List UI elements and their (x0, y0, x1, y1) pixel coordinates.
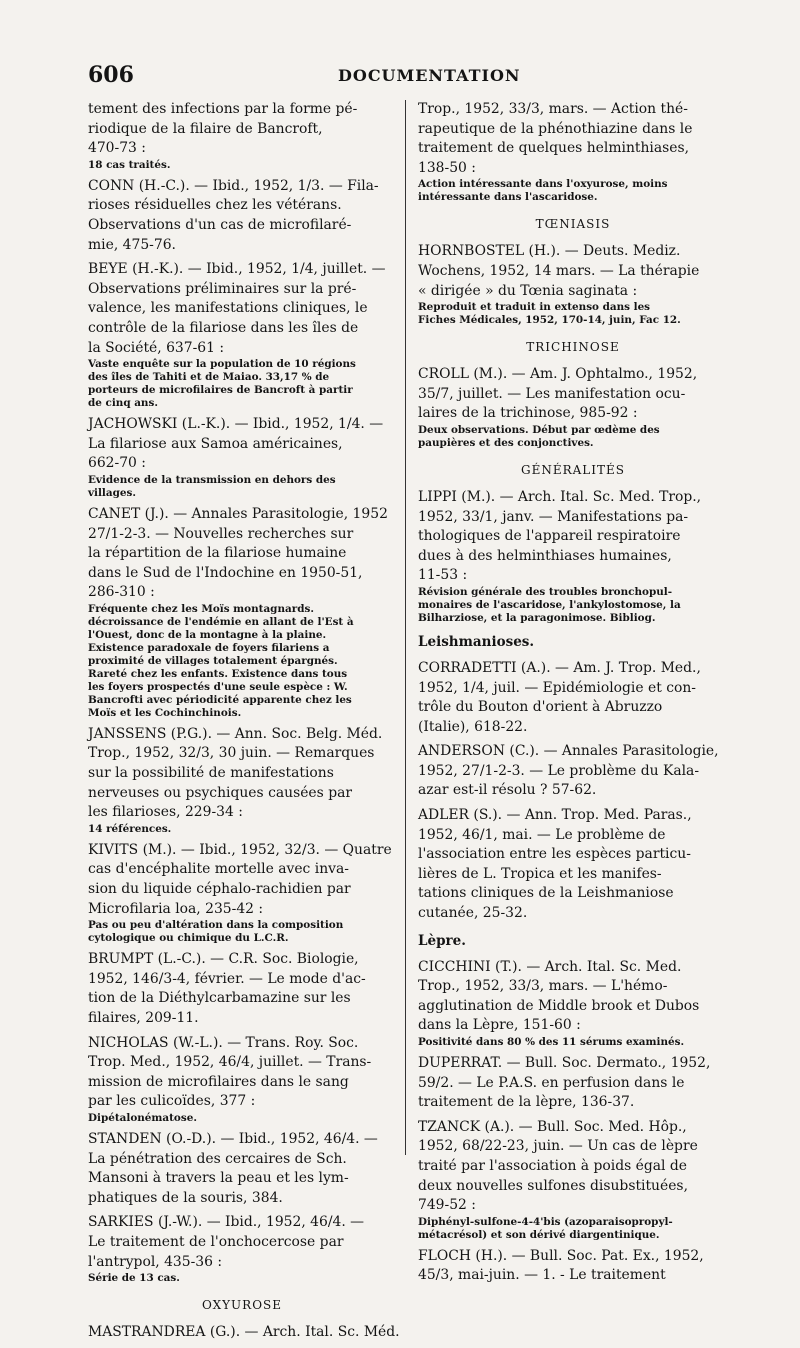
entry-line: la répartition de la filariose humaine (88, 545, 347, 562)
column-divider (405, 100, 406, 1155)
bibliography-entry (418, 958, 728, 1049)
bibliography-entry (88, 177, 396, 255)
entry-line: FLOCH (H.). — Bull. Soc. Pat. Ex., 1952, (418, 1247, 704, 1264)
entry-note: les foyers prospectés d'une seule espèce : W. (88, 680, 348, 693)
entry-note: Bilharziose, et la paragonimose. Bibliog. (418, 611, 656, 624)
entry-line: « dirigée » du Tœnia saginata : (418, 282, 638, 299)
entry-line: rapeutique de la phénothiazine dans le (418, 120, 693, 137)
entry-note: 18 cas traités. (88, 158, 171, 171)
entry-line: Mansoni à travers la peau et les lym- (88, 1170, 349, 1187)
entry-line: 35/7, juillet. — Les manifestation ocu- (418, 385, 686, 402)
entry-line: 1952, 1/4, juil. — Epidémiologie et con- (418, 679, 696, 696)
entry-line: l'antrypol, 435-36 : (88, 1253, 223, 1270)
entry-line: par les culicoïdes, 377 : (88, 1093, 256, 1110)
rubric-heading: Lèpre. (418, 932, 466, 949)
entry-line: KIVITS (M.). — Ibid., 1952, 32/3. — Quatre (88, 841, 392, 858)
entry-line: contrôle de la filariose dans les îles de (88, 319, 359, 336)
entry-line: 749-52 : (418, 1197, 476, 1214)
left-column (88, 100, 400, 1348)
entry-note: Fiches Médicales, 1952, 170-14, juin, Fac 12. (418, 314, 681, 327)
entry-line: dans le Sud de l'Indochine en 1950-51, (88, 564, 363, 581)
entry-line: mie, 475-76. (88, 236, 176, 253)
entry-line: HORNBOSTEL (H.). — Deuts. Mediz. (418, 243, 681, 260)
entry-line: ANDERSON (C.). — Annales Parasitologie, (418, 743, 719, 760)
entry-note: Diphényl-sulfone-4-4'bis (azoparaisopropyl- (418, 1215, 673, 1228)
entry-line: laires de la trichinose, 985-92 : (418, 405, 638, 422)
entry-line: 59/2. — Le P.A.S. en perfusion dans le (418, 1074, 685, 1091)
entry-note: Reproduit et traduit in extenso dans les (418, 301, 651, 314)
entry-line: 45/3, mai-juin. — 1. - Le traitement (418, 1267, 666, 1284)
entry-note: monaires de l'ascaridose, l'ankylostomose, la (418, 598, 681, 611)
entry-line: filaires, 209-11. (88, 1010, 199, 1026)
bibliography-entry (88, 950, 396, 1028)
section-heading: TRICHINOSE (526, 340, 620, 355)
entry-line: traitement de la lèpre, 136-37. (418, 1094, 635, 1111)
entry-note: Action intéressante dans l'oxyurose, moins (418, 178, 668, 191)
entry-line: 1952, 68/22-23, juin. — Un cas de lèpre (418, 1138, 698, 1155)
entry-line: Microfilaria loa, 235-42 : (88, 900, 264, 917)
entry-line: riodique de la filaire de Bancroft, (88, 120, 323, 137)
bibliography-entry (88, 1130, 396, 1208)
entry-line: ADLER (S.). — Ann. Trop. Med. Paras., (418, 807, 692, 824)
bibliography-entry (88, 505, 396, 720)
entry-line: JANSSENS (P.G.). — Ann. Soc. Belg. Méd. (88, 725, 383, 742)
entry-note: Bancrofti avec périodicité apparente chez les (88, 693, 352, 706)
entry-line: Trop., 1952, 33/3, mars. — Action thé- (418, 101, 688, 117)
running-title: DOCUMENTATION (338, 66, 521, 85)
entry-line: traitement de quelques helminthiases, (418, 140, 690, 157)
entry-line: La pénétration des cercaires de Sch. (88, 1150, 347, 1167)
entry-note: Dipétalonématose. (88, 1111, 197, 1124)
entry-line: sion du liquide céphalo-rachidien par (88, 881, 351, 898)
bibliography-entry (418, 1054, 728, 1113)
bibliography-entry (418, 100, 728, 204)
entry-line: 138-50 : (418, 159, 476, 176)
bibliography-entry (88, 100, 396, 172)
entry-line: agglutination de Middle brook et Dubos (418, 997, 700, 1014)
entry-note: Existence paradoxale de foyers filariens a (88, 641, 330, 654)
entry-line: nerveuses ou psychiques causées par (88, 784, 353, 801)
entry-note: décroissance de l'endémie en allant de l'Est à (88, 615, 354, 628)
bibliography-entry (418, 742, 728, 801)
entry-line: tations cliniques de la Leishmaniose (418, 885, 674, 902)
entry-note: métacrésol) et son dérivé diargentinique. (418, 1228, 660, 1241)
entry-note: Série de 13 cas. (88, 1272, 180, 1285)
entry-line: 286-310 : (88, 584, 155, 601)
entry-note: Fréquente chez les Moïs montagnards. (88, 602, 314, 615)
entry-line: SARKIES (J.-W.). — Ibid., 1952, 46/4. — (88, 1214, 365, 1231)
entry-line: NICHOLAS (W.-L.). — Trans. Roy. Soc. (88, 1034, 359, 1051)
entry-line: phatiques de la souris, 384. (88, 1189, 283, 1206)
section-heading: GÉNÉRALITÉS (521, 462, 625, 477)
entry-line: deux nouvelles sulfones disubstituées, (418, 1177, 688, 1194)
entry-note: l'Ouest, donc de la montagne à la plaine. (88, 628, 327, 641)
entry-line: CANET (J.). — Annales Parasitologie, 1952 (88, 505, 388, 522)
entry-note: Moïs et les Cochinchinois. (88, 706, 242, 719)
entry-note: paupières et des conjonctives. (418, 436, 594, 449)
entry-line: rioses résiduelles chez les vétérans. (88, 197, 342, 214)
entry-note: proximité de villages totalement épargnés. (88, 654, 338, 667)
entry-note: Révision générale des troubles bronchopul- (418, 585, 673, 598)
bibliography-entry (88, 725, 396, 836)
entry-note: des îles de Tahiti et de Maiao. 33,17 % de (88, 371, 330, 384)
entry-note: Pas ou peu d'altération dans la composition (88, 919, 344, 932)
entry-line: la Société, 637-61 : (88, 339, 225, 356)
entry-line: CONN (H.-C.). — Ibid., 1952, 1/3. — Fila- (88, 177, 379, 194)
entry-line: LIPPI (M.). — Arch. Ital. Sc. Med. Trop., (418, 488, 702, 505)
entry-line: Le traitement de l'onchocercose par (88, 1233, 344, 1250)
section-heading: TŒNIASIS (535, 217, 611, 232)
entry-line: dans la Lèpre, 151-60 : (418, 1017, 581, 1034)
entry-line: 662-70 : (88, 455, 146, 472)
entry-line: valence, les manifestations cliniques, le (88, 300, 368, 317)
entry-line: 1952, 46/1, mai. — Le problème de (418, 826, 666, 843)
entry-line: l'association entre les espèces particu- (418, 846, 691, 863)
bibliography-entry (418, 1118, 728, 1242)
bibliography-entry (88, 1034, 396, 1125)
entry-line: cas d'encéphalite mortelle avec inva- (88, 861, 349, 878)
entry-line: 470-73 : (88, 140, 146, 157)
entry-line: DUPERRAT. — Bull. Soc. Dermato., 1952, (418, 1055, 711, 1071)
bibliography-entry (418, 806, 728, 924)
entry-note: cytologique ou chimique du L.C.R. (88, 932, 289, 945)
entry-line: 27/1-2-3. — Nouvelles recherches sur (88, 525, 354, 542)
entry-note: porteurs de microfilaires de Bancroft à partir (88, 384, 353, 397)
bibliography-entry (88, 260, 396, 410)
entry-line: tion de la Diéthylcarbamazine sur les (88, 990, 351, 1007)
page-header (88, 62, 728, 92)
rubric-heading: Leishmanioses. (418, 633, 535, 650)
bibliography-entry (418, 242, 728, 327)
entry-line: dues à des helminthiases humaines, (418, 547, 672, 564)
entry-note: Positivité dans 80 % des 11 sérums examinés. (418, 1036, 685, 1048)
entry-line: CORRADETTI (A.). — Am. J. Trop. Med., (418, 659, 701, 676)
entry-line: MASTRANDREA (G.). — Arch. Ital. Sc. Méd. (88, 1324, 400, 1341)
entry-line: 11-53 : (418, 567, 468, 584)
right-column (418, 100, 728, 1291)
entry-note: Vaste enquête sur la population de 10 régions (88, 358, 356, 371)
entry-note: intéressante dans l'ascaridose. (418, 191, 598, 204)
entry-line: Trop., 1952, 32/3, 30 juin. — Remarques (88, 745, 375, 762)
entry-line: Observations d'un cas de microfilaré- (88, 216, 352, 233)
page-number: 606 (88, 62, 134, 88)
entry-note: 14 références. (88, 822, 172, 835)
bibliography-entry (88, 415, 396, 500)
entry-note: Evidence de la transmission en dehors des (88, 473, 336, 486)
entry-line: sur la possibilité de manifestations (88, 765, 334, 782)
entry-note: Deux observations. Début par œdème des (418, 423, 660, 436)
bibliography-entry (88, 1323, 400, 1343)
entry-line: cutanée, 25-32. (418, 905, 528, 922)
entry-line: TZANCK (A.). — Bull. Soc. Med. Hôp., (418, 1118, 687, 1135)
bibliography-entry (88, 841, 396, 945)
entry-line: BEYE (H.-K.). — Ibid., 1952, 1/4, juillet. — (88, 261, 386, 278)
entry-line: (Italie), 618-22. (418, 718, 528, 735)
entry-line: azar est-il résolu ? 57-62. (418, 782, 597, 799)
entry-line: trôle du Bouton d'orient à Abruzzo (418, 699, 663, 716)
entry-line: CROLL (M.). — Am. J. Ophtalmo., 1952, (418, 366, 698, 383)
bibliography-entry (88, 1213, 396, 1285)
entry-line: Trop. Med., 1952, 46/4, juillet. — Trans- (88, 1054, 372, 1071)
entry-line: 1952, 146/3-4, février. — Le mode d'ac- (88, 970, 366, 987)
entry-note: villages. (88, 486, 136, 499)
entry-line: 1952, 33/1, janv. — Manifestations pa- (418, 508, 689, 525)
entry-line: 1952, 27/1-2-3. — Le problème du Kala- (418, 762, 700, 779)
entry-line: mission de microfilaires dans le sang (88, 1073, 349, 1090)
entry-line: STANDEN (O.-D.). — Ibid., 1952, 46/4. — (88, 1130, 378, 1147)
bibliography-entry (418, 488, 728, 625)
entry-line: Trop., 1952, 33/3, mars. — L'hémo- (418, 978, 668, 995)
entry-line: CICCHINI (T.). — Arch. Ital. Sc. Med. (418, 958, 682, 975)
entry-line: Observations préliminaires sur la pré- (88, 280, 357, 297)
section-heading: OXYUROSE (201, 1298, 283, 1313)
entry-line: BRUMPT (L.-C.). — C.R. Soc. Biologie, (88, 951, 359, 968)
entry-note: de cinq ans. (88, 397, 158, 410)
entry-line: les filarioses, 229-34 : (88, 804, 243, 821)
bibliography-entry (418, 365, 728, 450)
entry-line: lières de L. Tropica et les manifes- (418, 865, 662, 882)
bibliography-entry (418, 659, 728, 737)
entry-line: Wochens, 1952, 14 mars. — La thérapie (418, 262, 700, 279)
entry-line: traité par l'association à poids égal de (418, 1157, 688, 1174)
entry-line: thologiques de l'appareil respiratoire (418, 528, 681, 545)
entry-line: JACHOWSKI (L.-K.). — Ibid., 1952, 1/4. — (88, 416, 384, 433)
entry-note: Rareté chez les enfants. Existence dans tous (88, 667, 348, 680)
entry-line: tement des infections par la forme pé- (88, 101, 358, 117)
entry-line: La filariose aux Samoa américaines, (88, 435, 343, 452)
